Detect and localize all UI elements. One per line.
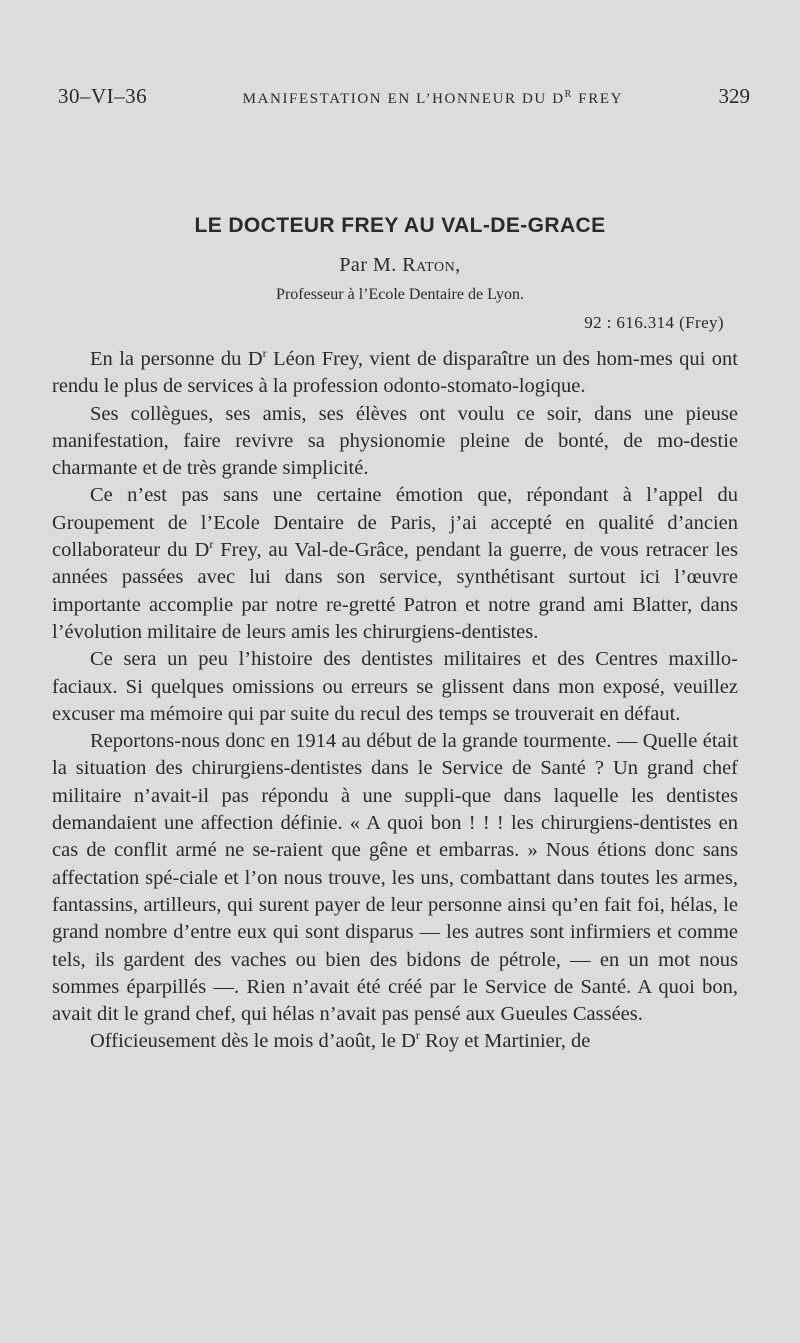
- running-title-end: FREY: [572, 91, 624, 107]
- author-name: Raton,: [402, 254, 461, 276]
- paragraph: [52, 346, 738, 401]
- running-title-main: MANIFESTATION EN L’HONNEUR DU D: [242, 91, 565, 107]
- paragraph-text: Léon Frey, vient de disparaître un des hom-mes qui ont rendu le plus de services à la profession odonto-stomato-logique.: [52, 348, 739, 398]
- paragraph-text: Officieusement dès le mois d’août, le D: [90, 1030, 416, 1053]
- paragraph-text: Reportons-nous donc en 1914 au début de la grande tourmente. — Quelle était la situation des chirurgiens-dentistes dans le Service de Santé ? Un grand chef militaire n’avait-il pas répondu à une suppli-que dans laquelle les dentistes demandaient une affection définie. « A quoi bon ! ! ! les chirurgiens-dentistes en cas de conflit armé ne se-raient que gêne et embarras. » Nous étions donc sans affectation spé-ciale et l’on nous trouve, les uns, combattant dans toutes les armes, fantassins, artilleurs, qui surent payer de leur personne ainsi qu’en fait foi, hélas, le grand nombre d’entre eux qui sont disparus — les autres sont infirmiers et comme tels, ils gardent des vaches ou bien des bidons de pétrole, — en un mot nous sommes éparpillés —. Rien n’avait été créé par le Service de Santé. A quoi bon, avait dit le grand chef, qui hélas n’avait pas pensé aux Gueules Cassées.: [52, 730, 738, 1026]
- paragraph-text: Ce sera un peu l’histoire des dentistes militaires et des Centres maxillo-faciaux. Si quelques omissions ou erreurs se glissent dans mon exposé, veuillez excuser ma mémoire qui par suite du recul des temps se trouverait en défaut.: [52, 648, 738, 725]
- running-title-sup: R: [564, 89, 573, 100]
- paragraph-text: En la personne du D: [90, 348, 263, 370]
- paragraph-text: Roy et Martinier, de: [419, 1030, 591, 1053]
- paragraph-sup: r: [415, 1028, 420, 1043]
- byline: [0, 254, 800, 277]
- paragraph-text: Ce n’est pas sans une certaine émotion que, répondant à l’appel du Groupement de l’Ecole Dentaire de Paris, j’ai accepté en qualité d’ancien collaborateur du D: [52, 484, 738, 562]
- paragraph-text: Frey, au Val-de-Grâce, pendant la guerre, de vous retracer les années passées avec lui dans son service, synthétisant surtout ici l’œuvre importante accomplie par notre re-gretté Patron et notre grand ami Blatter, dans l’évolution militaire de leurs amis les chirurgiens-dentistes.: [52, 539, 738, 643]
- byline-prefix: Par M.: [339, 254, 403, 276]
- paragraph: [52, 728, 738, 1028]
- issue-date: 30–VI–36: [58, 84, 148, 108]
- classification-code: 92 : 616.314 (Frey): [584, 313, 724, 332]
- author-affiliation: Professeur à l’Ecole Dentaire de Lyon.: [276, 286, 524, 303]
- paragraph-text: Ses collègues, ses amis, ses élèves ont voulu ce soir, dans une pieuse manifestation, faire revivre sa physionomie pleine de bonté, de mo-destie charmante et de très grande simplicité.: [52, 402, 738, 480]
- paragraph-sup: r: [209, 537, 214, 552]
- paragraph: [52, 482, 738, 646]
- page-number: 329: [718, 84, 750, 108]
- running-title: [243, 89, 623, 108]
- paragraph-sup: r: [262, 346, 267, 361]
- paragraph: [52, 1028, 738, 1055]
- paragraph: [52, 646, 738, 728]
- article-body: [52, 346, 738, 1056]
- paragraph: [52, 401, 738, 483]
- article-title: LE DOCTEUR FREY AU VAL-DE-GRACE: [194, 214, 606, 237]
- running-head: [58, 84, 750, 114]
